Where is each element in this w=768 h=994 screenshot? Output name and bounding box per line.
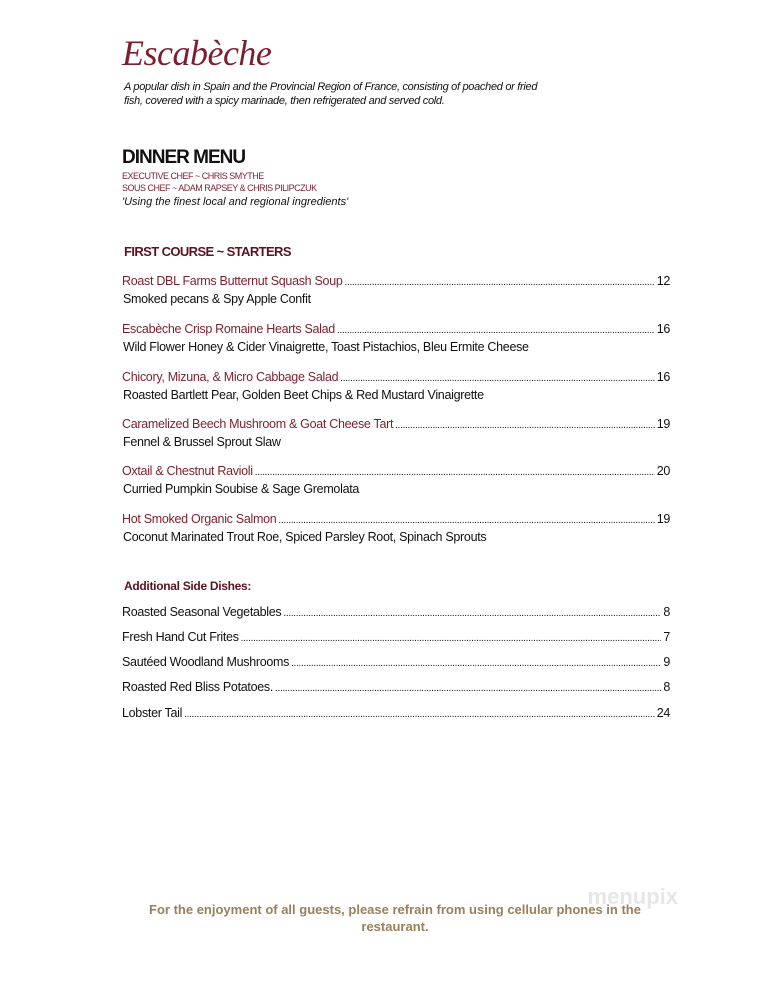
dot-leader: [345, 275, 655, 291]
side-dishes-title: Additional Side Dishes:: [124, 579, 252, 593]
item-description: Roasted Bartlett Pear, Golden Beet Chips & Red Mustard Vinaigrette: [123, 388, 484, 402]
menu-item: [122, 321, 670, 355]
menu-item: [122, 511, 670, 545]
item-price: 19: [656, 512, 670, 526]
executive-chef: EXECUTIVE CHEF ~ CHRIS SMYTHE: [122, 171, 264, 181]
item-name: Chicory, Mizuna, & Micro Cabbage Salad: [122, 370, 339, 384]
item-price: 24: [656, 706, 670, 720]
sous-chef: SOUS CHEF ~ ADAM RAPSEY & CHRIS PILIPCZUK: [122, 183, 317, 193]
item-price: 16: [656, 322, 670, 336]
item-price: 7: [663, 630, 670, 644]
dot-leader: [184, 707, 655, 723]
menu-item: [122, 369, 670, 403]
item-price: 20: [656, 464, 670, 478]
item-description: Fennel & Brussel Sprout Slaw: [123, 435, 281, 449]
menu-title: DINNER MENU: [122, 147, 246, 168]
item-name: Escabèche Crisp Romaine Hearts Salad: [122, 322, 335, 336]
item-price: 8: [663, 680, 670, 694]
item-price: 19: [656, 417, 670, 431]
footer-notice: For the enjoyment of all guests, please refrain from using cellular phones in the restaurant.: [149, 902, 641, 934]
dot-leader: [255, 465, 655, 481]
item-description: Wild Flower Honey & Cider Vinaigrette, Toast Pistachios, Bleu Ermite Cheese: [123, 340, 529, 354]
item-name: Hot Smoked Organic Salmon: [122, 512, 277, 526]
menu-item: [122, 273, 670, 307]
item-name: Fresh Hand Cut Frites: [122, 630, 239, 644]
first-course-title: FIRST COURSE ~ STARTERS: [124, 244, 291, 259]
side-item: [122, 629, 670, 647]
item-name: Oxtail & Chestnut Ravioli: [122, 464, 253, 478]
item-price: 12: [656, 274, 670, 288]
item-name: Roasted Red Bliss Potatoes.: [122, 680, 274, 694]
menu-item: [122, 463, 670, 497]
item-price: 16: [656, 370, 670, 384]
item-name: Sautéed Woodland Mushrooms: [122, 655, 290, 669]
item-description: Smoked pecans & Spy Apple Confit: [123, 292, 311, 306]
menu-item: [122, 416, 670, 450]
item-description: Coconut Marinated Trout Roe, Spiced Parsley Root, Spinach Sprouts: [123, 530, 487, 544]
item-name: Caramelized Beech Mushroom & Goat Cheese Tart: [122, 417, 394, 431]
dot-leader: [395, 418, 655, 434]
item-price: 9: [663, 655, 670, 669]
dot-leader: [283, 606, 661, 622]
restaurant-tagline: A popular dish in Spain and the Provincial Region of France, consisting of poached or fried fish, covered with a spicy marinade, then refrigerated and served cold.: [124, 81, 538, 107]
item-description: Curried Pumpkin Soubise & Sage Gremolata: [123, 482, 360, 496]
item-name: Roast DBL Farms Butternut Squash Soup: [122, 274, 343, 288]
dot-leader: [337, 323, 655, 339]
dot-leader: [340, 371, 654, 387]
dot-leader: [291, 656, 661, 672]
side-item: [122, 654, 670, 672]
item-name: Roasted Seasonal Vegetables: [122, 605, 282, 619]
side-item: [122, 604, 670, 622]
restaurant-logo: Escabèche: [122, 33, 272, 73]
item-name: Lobster Tail: [122, 706, 183, 720]
menu-motto: 'Using the finest local and regional ingredients': [122, 196, 349, 208]
side-item: [122, 705, 670, 723]
side-item: [122, 679, 670, 697]
dot-leader: [278, 513, 654, 529]
watermark: menupix: [587, 884, 678, 909]
item-price: 8: [663, 605, 670, 619]
dot-leader: [275, 681, 661, 697]
dot-leader: [241, 631, 662, 647]
